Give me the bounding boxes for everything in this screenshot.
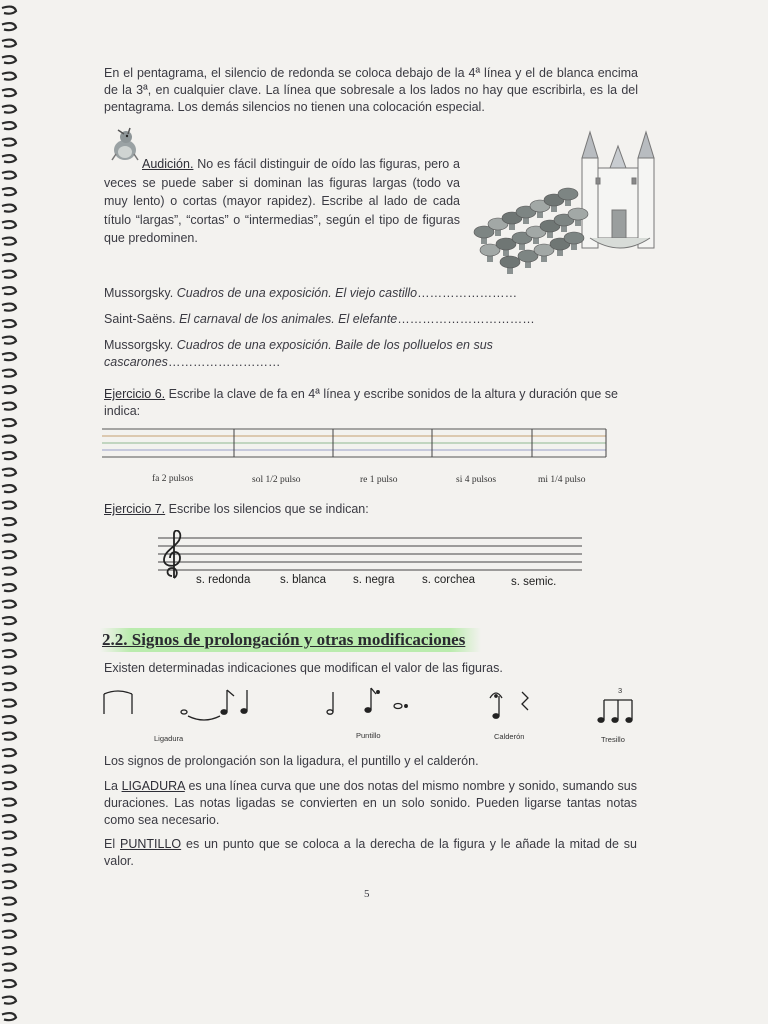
spiral-ring xyxy=(2,518,16,525)
spiral-ring xyxy=(2,733,16,740)
spiral-ring xyxy=(2,155,16,162)
rest-label: s. corchea xyxy=(422,574,476,586)
spiral-ring xyxy=(2,304,16,311)
spiral-ring xyxy=(2,122,16,129)
ejercicio6-instruction: Ejercicio 6. Escribe la clave de fa en 4ª línea y escribe sonidos de la altura y duración que se indica: xyxy=(104,387,618,418)
section-intro: Existen determinadas indicaciones que modifican el valor de las figuras. xyxy=(104,661,503,675)
rest-label: s. redonda xyxy=(196,574,251,586)
symbol-label-puntillo: Puntillo xyxy=(356,731,381,740)
spiral-ring xyxy=(2,914,16,921)
spiral-ring xyxy=(2,188,16,195)
spiral-ring xyxy=(2,485,16,492)
spiral-ring xyxy=(2,172,16,179)
spiral-ring xyxy=(2,7,16,14)
rest-label: s. negra xyxy=(353,574,395,586)
spiral-ring xyxy=(2,865,16,872)
ligadura-paragraph: La LIGADURA es una línea curva que une dos notas del mismo nombre y sonido, sumando sus duraciones. Las notas ligadas se convierten en un solo sonido. Pueden ligarse tantas notas como sea necesario. xyxy=(104,779,637,827)
audicion-paragraph xyxy=(104,155,460,248)
spiral-ring xyxy=(2,238,16,245)
spiral-ring xyxy=(2,205,16,212)
spiral-ring xyxy=(2,271,16,278)
puntillo-term: PUNTILLO xyxy=(120,837,182,851)
note-label: mi 1/4 pulso xyxy=(538,475,586,485)
spiral-ring xyxy=(2,469,16,476)
spiral-ring xyxy=(2,716,16,723)
spiral-ring xyxy=(2,139,16,146)
audicion-text: No es fácil distinguir de oído las figuras, pero a veces se puede saber si dominan las figuras largas (todo va muy lento) o cortas (mayor rapidez). Escribe al lado de cada título “largas”, “cortas” o “intermedias”, según el tipo de figuras que predominen. xyxy=(104,157,460,245)
prolongation-symbols xyxy=(98,684,648,730)
spiral-ring xyxy=(2,287,16,294)
spiral-ring xyxy=(2,337,16,344)
spiral-ring xyxy=(2,782,16,789)
spiral-ring xyxy=(2,799,16,806)
section-title: 2.2. Signos de prolongación y otras modificaciones xyxy=(102,630,466,649)
spiral-ring xyxy=(2,89,16,96)
note-label: fa 2 pulsos xyxy=(152,474,194,484)
spiral-ring xyxy=(2,73,16,80)
spiral-ring xyxy=(2,551,16,558)
rest-label: s. blanca xyxy=(280,574,327,586)
spiral-ring xyxy=(2,601,16,608)
spiral-ring xyxy=(2,106,16,113)
spiral-ring xyxy=(2,980,16,987)
spiral-ring xyxy=(2,832,16,839)
tresillo-number: 3 xyxy=(618,686,623,695)
spiral-ring xyxy=(2,452,16,459)
spiral-ring xyxy=(2,419,16,426)
spiral-ring xyxy=(2,56,16,63)
puntillo-paragraph: El PUNTILLO es un punto que se coloca a la derecha de la figura y le añade la mitad de su valor. xyxy=(104,837,638,868)
spiral-ring xyxy=(2,502,16,509)
intro-paragraph: En el pentagrama, el silencio de redonda se coloca debajo de la 4ª línea y el de blanca encima de la 3ª, en cualquier clave. La línea que sobresale a los lados no hay que escribirla, es la del pentagrama. Los demás silencios no tienen una colocación especial. xyxy=(104,66,638,114)
spiral-ring xyxy=(2,700,16,707)
spiral-ring xyxy=(2,386,16,393)
ejercicio7-instruction: Ejercicio 7. Escribe los silencios que se indican: xyxy=(104,502,369,516)
section-summary: Los signos de prolongación son la ligadura, el puntillo y el calderón. xyxy=(104,754,479,768)
spiral-ring xyxy=(2,403,16,410)
symbol-label-calderon: Calderón xyxy=(494,732,525,741)
spiral-ring xyxy=(2,535,16,542)
spiral-ring xyxy=(2,320,16,327)
spiral-ring xyxy=(2,881,16,888)
rest-label: s. semic. xyxy=(511,576,557,588)
spiral-ring xyxy=(2,617,16,624)
spiral-ring xyxy=(2,898,16,905)
mushrooms-group xyxy=(474,188,588,274)
spiral-ring xyxy=(2,749,16,756)
spiral-ring xyxy=(2,254,16,261)
spiral-ring xyxy=(2,634,16,641)
spiral-ring xyxy=(2,815,16,822)
spiral-ring xyxy=(2,436,16,443)
ligadura-term: LIGADURA xyxy=(121,779,185,793)
spiral-ring xyxy=(2,23,16,30)
work-item: Mussorgsky. Cuadros de una exposición. Baile de los polluelos en sus cascarones……………………… xyxy=(104,338,493,369)
spiral-binding xyxy=(0,0,22,1024)
castle-illustration xyxy=(470,128,660,280)
spiral-ring xyxy=(2,221,16,228)
mushroom-cap xyxy=(500,256,520,268)
work-item: Saint-Saëns. El carnaval de los animales. El elefante…………………………… xyxy=(104,312,535,326)
spiral-ring xyxy=(2,683,16,690)
mushroom-cap xyxy=(564,232,584,244)
spiral-ring xyxy=(2,766,16,773)
mushroom-cap xyxy=(558,188,578,200)
spiral-ring xyxy=(2,848,16,855)
spiral-ring xyxy=(2,667,16,674)
page-number: 5 xyxy=(364,888,370,900)
note-label: re 1 pulso xyxy=(360,475,398,485)
spiral-ring xyxy=(2,650,16,657)
spiral-ring xyxy=(2,947,16,954)
note-label: sol 1/2 pulso xyxy=(252,475,301,485)
symbol-label-ligadura: Ligadura xyxy=(154,734,184,743)
spiral-ring xyxy=(2,584,16,591)
spiral-ring xyxy=(2,1013,16,1020)
ejercicio6-label: Ejercicio 6. xyxy=(104,387,166,401)
section-heading xyxy=(100,628,481,652)
spiral-ring xyxy=(2,568,16,575)
symbol-label-tresillo: Tresillo xyxy=(601,735,625,744)
spiral-ring xyxy=(2,964,16,971)
spiral-ring xyxy=(2,931,16,938)
work-item: Mussorgsky. Cuadros de una exposición. El viejo castillo…………………… xyxy=(104,286,518,300)
note-label: si 4 pulsos xyxy=(456,475,497,485)
spiral-ring xyxy=(2,40,16,47)
ejercicio7-label: Ejercicio 7. xyxy=(104,502,166,516)
spiral-ring xyxy=(2,353,16,360)
ejercicio6-staff xyxy=(102,426,608,462)
spiral-ring xyxy=(2,370,16,377)
audicion-label: Audición. xyxy=(142,157,194,171)
spiral-ring xyxy=(2,997,16,1004)
mushroom-cap xyxy=(568,208,588,220)
